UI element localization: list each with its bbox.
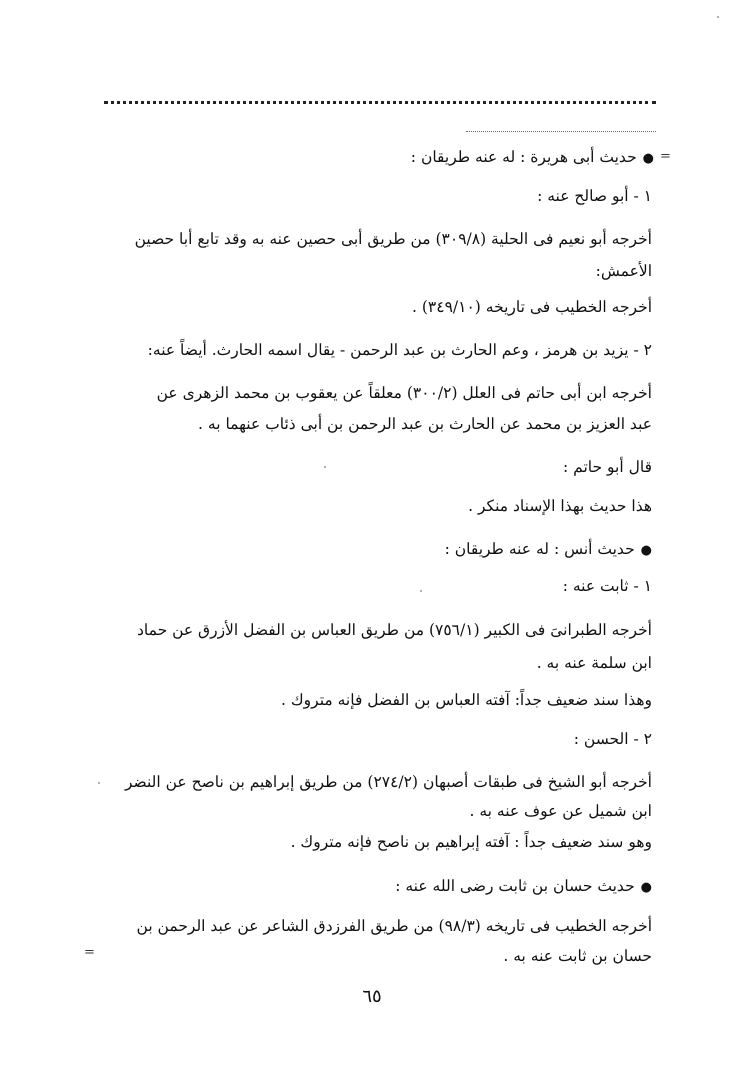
text-line: ١ - ثابت عنه : <box>562 577 652 595</box>
text-line: أخرجه أبو الشيخ فى طبقات أصبهان (٢٧٤/٢) من طريق إبراهيم بن ناصح عن النضر <box>124 773 652 791</box>
line-text: حديث أنس : له عنه طريقان : <box>444 540 635 558</box>
text-line: أخرجه أبو نعيم فى الحلية (٣٠٩/٨) من طريق أبى حصين عنه به وقد تابع أبا حصين <box>134 230 652 248</box>
text-line: أخرجه الطبرانىَ فى الكبير (٧٥٦/١) من طريق العباس بن الفضل الأزرق عن حماد <box>136 621 652 639</box>
text-line: وهو سند ضعيف جداً : آفته إبراهيم بن ناصح فإنه متروك . <box>290 833 652 851</box>
bullet-icon: ● <box>640 880 652 895</box>
footnote-dotted-rule <box>466 131 656 132</box>
text-line: ابن سلمة عنه به . <box>536 654 652 672</box>
scan-speck <box>717 16 719 18</box>
text-line: حسان بن ثابت عنه به . <box>503 947 652 965</box>
hadith-heading-anas <box>96 539 652 561</box>
scan-speck <box>420 590 422 592</box>
text-line: وهذا سند ضعيف جداً: آفته العباس بن الفضل فإنه متروك . <box>281 691 652 709</box>
text-line: الأعمش: <box>595 262 652 280</box>
text-line: ٢ - الحسن : <box>573 730 652 748</box>
line-text: حديث حسان بن ثابت رضى الله عنه : <box>395 877 635 895</box>
hadith-heading-abu-hurayra <box>96 147 654 169</box>
bullet-icon: ● <box>642 151 654 166</box>
text-line: ٢ - يزيد بن هرمز ، وعم الحارث بن عبد الرحمن - يقال اسمه الحارث. أيضاً عنه: <box>147 341 652 359</box>
text-line: ابن شميل عن عوف عنه به . <box>469 802 652 820</box>
text-line: هذا حديث بهذا الإسناد منكر . <box>468 497 652 515</box>
margin-mark-top: = <box>660 149 671 164</box>
text-line: قال أبو حاتم : <box>563 458 652 476</box>
margin-mark-bottom: = <box>84 945 95 960</box>
hadith-heading-hassan <box>96 876 652 898</box>
text-line: أخرجه الخطيب فى تاريخه (٩٨/٣) من طريق الفرزدق الشاعر عن عبد الرحمن بن <box>136 917 652 935</box>
bullet-icon: ● <box>640 543 652 558</box>
text-line: أخرجه الخطيب فى تاريخه (٣٤٩/١٠) . <box>412 298 652 316</box>
page-number: ٦٥ <box>362 986 382 1007</box>
text-line: عبد العزيز بن محمد عن الحارث بن عبد الرحمن بن أبى ذئاب عنهما به . <box>198 415 652 433</box>
scan-speck <box>98 782 100 784</box>
text-line: أخرجه ابن أبى حاتم فى العلل (٣٠٠/٢) معلقاً عن يعقوب بن محمد الزهرى عن <box>156 384 652 402</box>
text-line: ١ - أبو صالح عنه : <box>537 187 652 205</box>
header-dotted-rule <box>104 101 656 104</box>
scan-speck <box>324 466 326 468</box>
line-text: حديث أبى هريرة : له عنه طريقان : <box>410 148 637 166</box>
